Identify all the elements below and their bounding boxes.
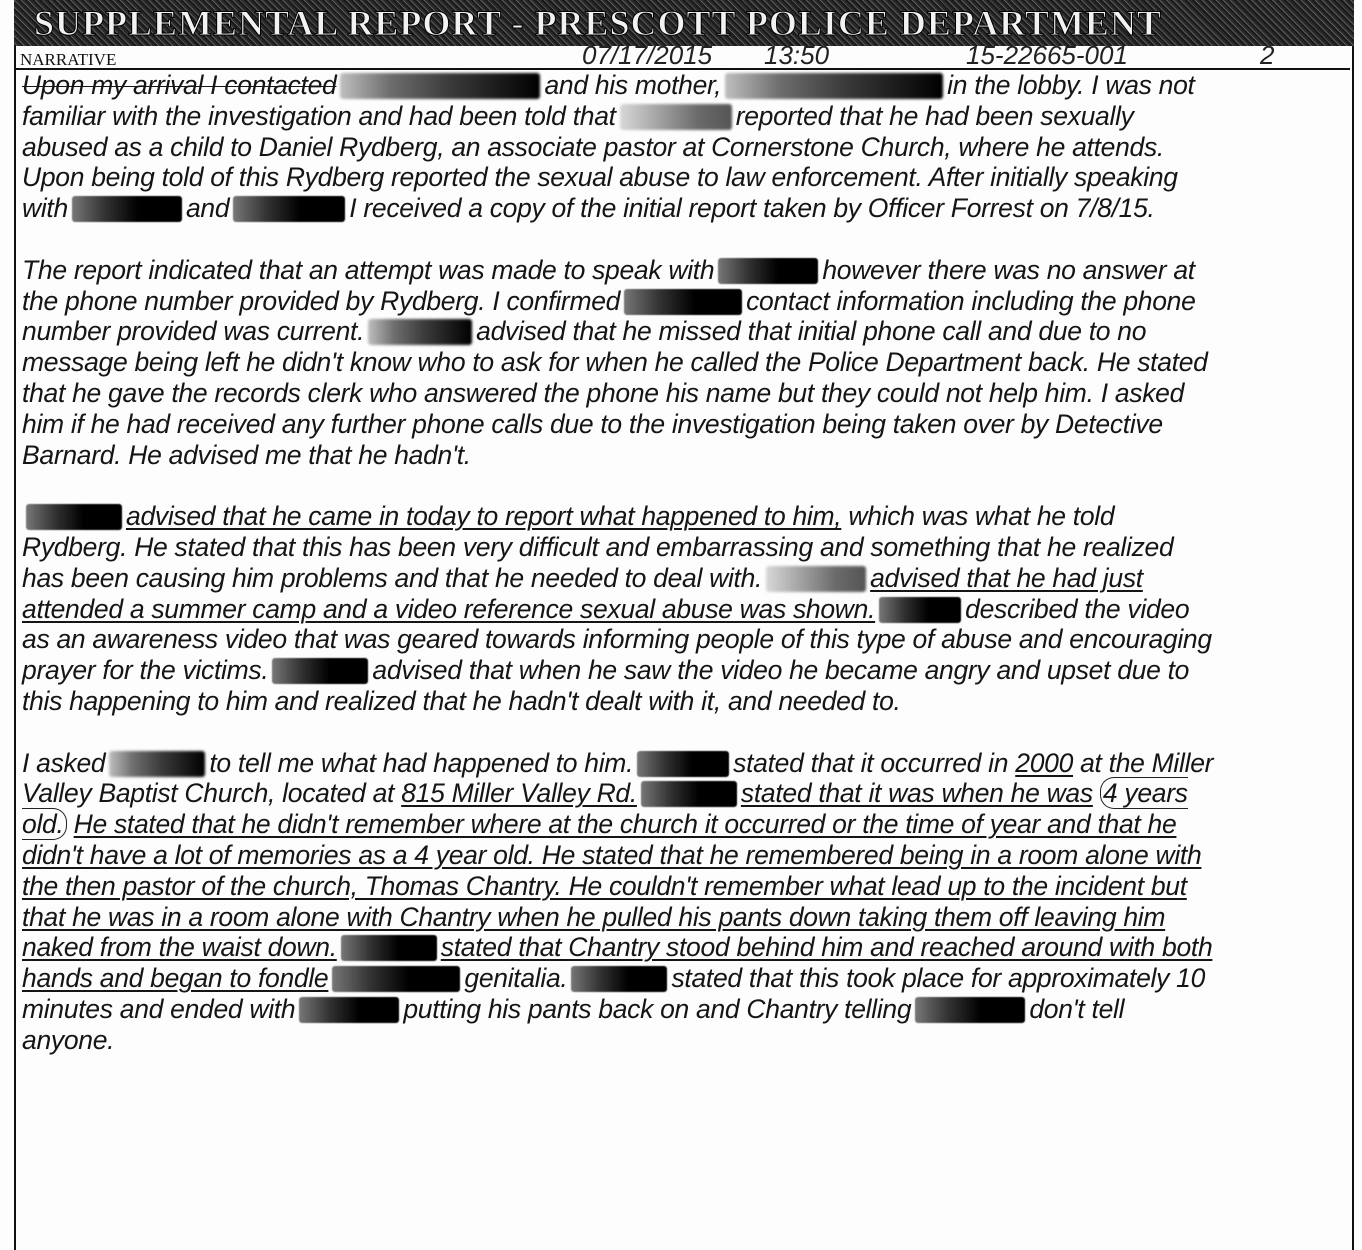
text-span: contact information including the phone number provided was current. (22, 285, 1196, 347)
redaction-block (725, 73, 943, 99)
redaction-block (624, 289, 742, 315)
redaction-block (718, 258, 818, 284)
redaction-block (368, 319, 472, 345)
paragraph-2 (22, 255, 1222, 471)
text-span: in the lobby. I was not familiar with the investigation and had been told that (22, 70, 1195, 131)
redaction-block (26, 504, 122, 530)
text-span: I asked (22, 747, 106, 778)
text-span: reported that he had been sexually abused as a child to Daniel Rydberg, an associate pastor at Cornerstone Church, where he attends. Upon being told of this Rydberg reported the sexual abuse to law enforcement. After initially speaking with (22, 100, 1178, 224)
redaction-block (340, 73, 540, 99)
text-span: to tell me what had happened to him. (209, 747, 634, 778)
text-span: advised that he missed that initial phone call and due to no message being left he didn't know who to ask for when he called the Police Department back. He stated that he gave the records clerk who answered the phone his name but they could not help him. I asked him if he had received any further phone calls due to the investigation being taken over by Detective Barnard. He advised me that he hadn't. (22, 316, 1208, 470)
text-span: advised that he had just attended a summer camp and a video reference sexual abuse was shown. (22, 562, 1143, 624)
narrative-body (22, 70, 1222, 1086)
redaction-block (637, 751, 729, 777)
redaction-block (109, 751, 205, 777)
text-span: putting his pants back on and Chantry telling (403, 993, 912, 1024)
text-span: stated that it occurred in (733, 747, 1009, 778)
redaction-block (272, 658, 368, 684)
text-span: and his mother, (544, 70, 722, 100)
redaction-block (915, 997, 1025, 1023)
text-span: He stated that he didn't remember where at the church it occurred or the time of year and that he didn't have a lot of memories as a 4 year old. He stated that he remembered being in a room alone with the then pastor of the church, Thomas Chantry. He couldn't remember what lead up to the incident but that he was in a room alone with Chantry when he pulled his pants down taking them off leaving him naked from the waist down. (22, 809, 1202, 963)
paragraph-1 (22, 70, 1222, 224)
redaction-block (620, 104, 732, 130)
section-label: NARRATIVE (20, 50, 117, 69)
case-number: 15-22665-001 (966, 40, 1128, 70)
text-span: 2000 (1015, 747, 1074, 778)
text-span: 4 years old. (22, 778, 1188, 840)
page-number: 2 (1260, 40, 1275, 70)
redaction-block (72, 196, 182, 222)
meta-row (14, 42, 1350, 70)
redaction-block (641, 781, 737, 807)
redaction-block (233, 196, 345, 222)
text-span: which was what he told Rydberg. He stated that this has been very difficult and embarrassing and something that he realized has been causing him problems and that he needed to deal with. (22, 501, 1174, 593)
text-span: I received a copy of the initial report taken by Officer Forrest on 7/8/15. (349, 193, 1155, 224)
report-time: 13:50 (764, 40, 830, 70)
text-span: 815 Miller Valley Rd. (401, 778, 637, 809)
text-span: stated that it was when he was (740, 778, 1093, 809)
report-title: SUPPLEMENTAL REPORT - PRESCOTT POLICE DEPARTMENT (34, 3, 1162, 43)
text-span: described the video as an awareness video that was geared towards informing people of this type of abuse and encouraging prayer for the victims. (22, 593, 1212, 686)
redaction-block (332, 966, 460, 992)
text-span: however there was no answer at the phone number provided by Rydberg. I confirmed (22, 254, 1195, 316)
redaction-block (341, 935, 437, 961)
paragraph-4 (22, 748, 1222, 1056)
text-span: stated that this took place for approximately 10 minutes and ended with (22, 963, 1206, 1024)
text-span: The report indicated that an attempt was made to speak with (22, 254, 715, 285)
text-span: and (185, 193, 230, 224)
redaction-block (299, 997, 399, 1023)
redaction-block (766, 566, 866, 592)
redaction-block (571, 966, 667, 992)
paragraph-3 (22, 501, 1222, 717)
text-span: advised that he came in today to report what happened to him, (126, 501, 842, 532)
text-span: stated that Chantry stood behind him and reached around with both hands and began to fondle (22, 932, 1213, 994)
text-span: at the Miller Valley Baptist Church, located at (22, 747, 1214, 809)
text-span: don't tell anyone. (22, 993, 1125, 1055)
text-span: genitalia. (464, 963, 568, 994)
redaction-block (879, 597, 961, 623)
text-span: Upon my arrival I contacted (22, 70, 337, 100)
report-date: 07/17/2015 (582, 40, 713, 70)
text-span: advised that when he saw the video he became angry and upset due to this happening to him and realized that he hadn't dealt with it, and needed to. (22, 655, 1190, 716)
